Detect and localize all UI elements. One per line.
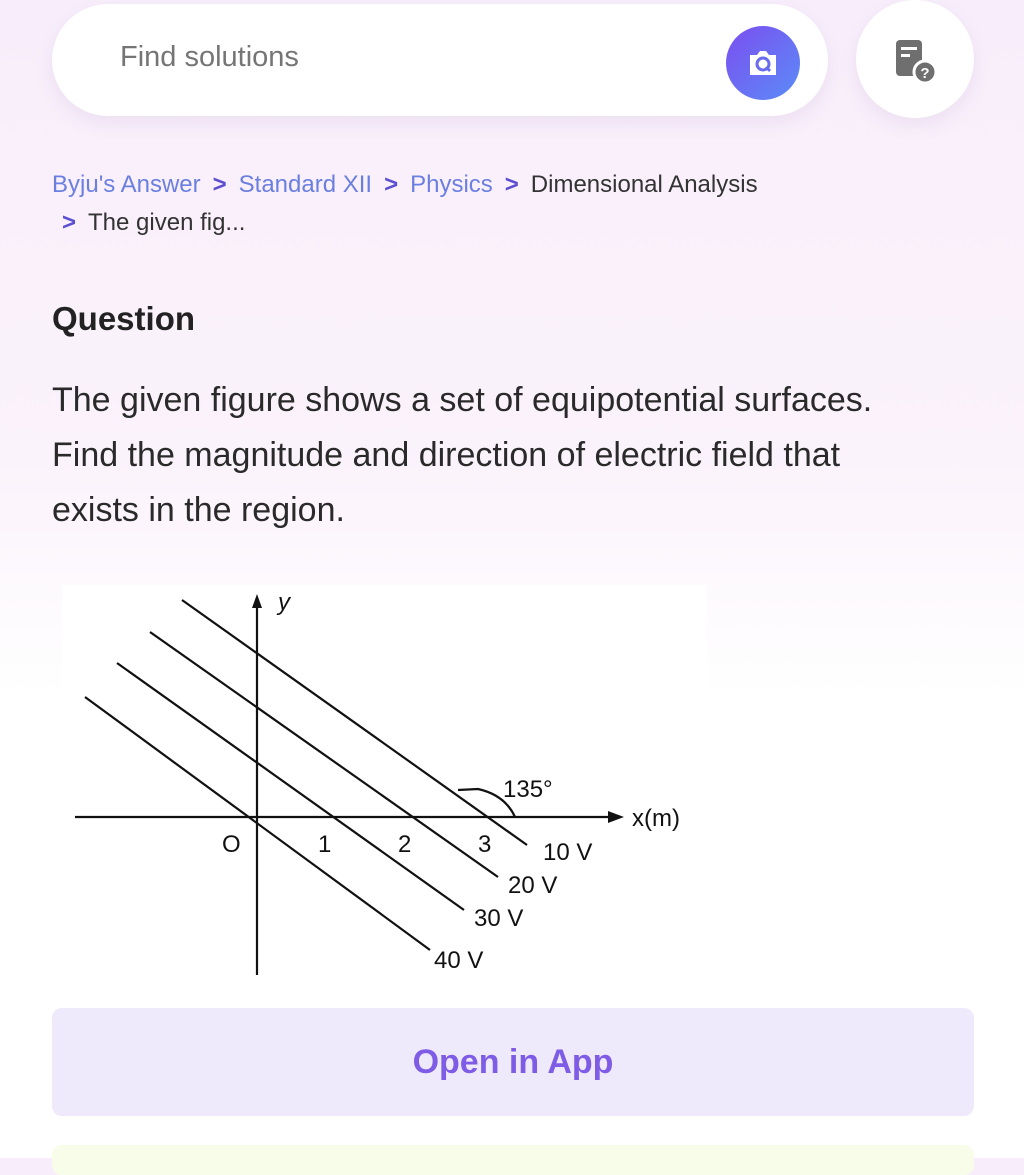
potential-label-30v: 30 V — [474, 905, 524, 932]
breadcrumb-physics[interactable]: Physics — [410, 171, 493, 198]
tick-label-origin: O — [222, 831, 241, 858]
tick-label-2: 2 — [398, 831, 412, 858]
tick-label-1: 1 — [318, 831, 332, 858]
potential-label-20v: 20 V — [508, 872, 558, 899]
svg-text:?: ? — [920, 65, 930, 82]
tick-label-3: 3 — [478, 831, 492, 858]
breadcrumb-dimensional-analysis[interactable]: Dimensional Analysis — [530, 171, 758, 198]
potential-label-40v: 40 V — [434, 947, 484, 974]
potential-label-10v: 10 V — [543, 839, 593, 866]
figure-background — [62, 585, 707, 985]
chevron-right-icon: > — [504, 171, 519, 198]
question-text: The given figure shows a set of equipotential surfaces. Find the magnitude and direction of electric field that exists in the region. — [52, 381, 873, 529]
y-axis-label: y — [278, 589, 290, 616]
angle-label: 135° — [503, 776, 553, 803]
x-axis-label: x(m) — [632, 805, 680, 832]
chevron-right-icon: > — [384, 171, 399, 198]
breadcrumb-standard-xii[interactable]: Standard XII — [238, 171, 373, 198]
open-in-app-button[interactable]: Open in App — [52, 1008, 974, 1116]
answer-card-top — [52, 1145, 974, 1175]
chevron-right-icon: > — [212, 171, 227, 198]
breadcrumb-byjus-answer[interactable]: Byju's Answer — [52, 171, 201, 198]
chevron-right-icon: > — [62, 209, 77, 236]
breadcrumb-current: The given fig... — [88, 209, 246, 236]
question-heading: Question — [52, 300, 196, 337]
